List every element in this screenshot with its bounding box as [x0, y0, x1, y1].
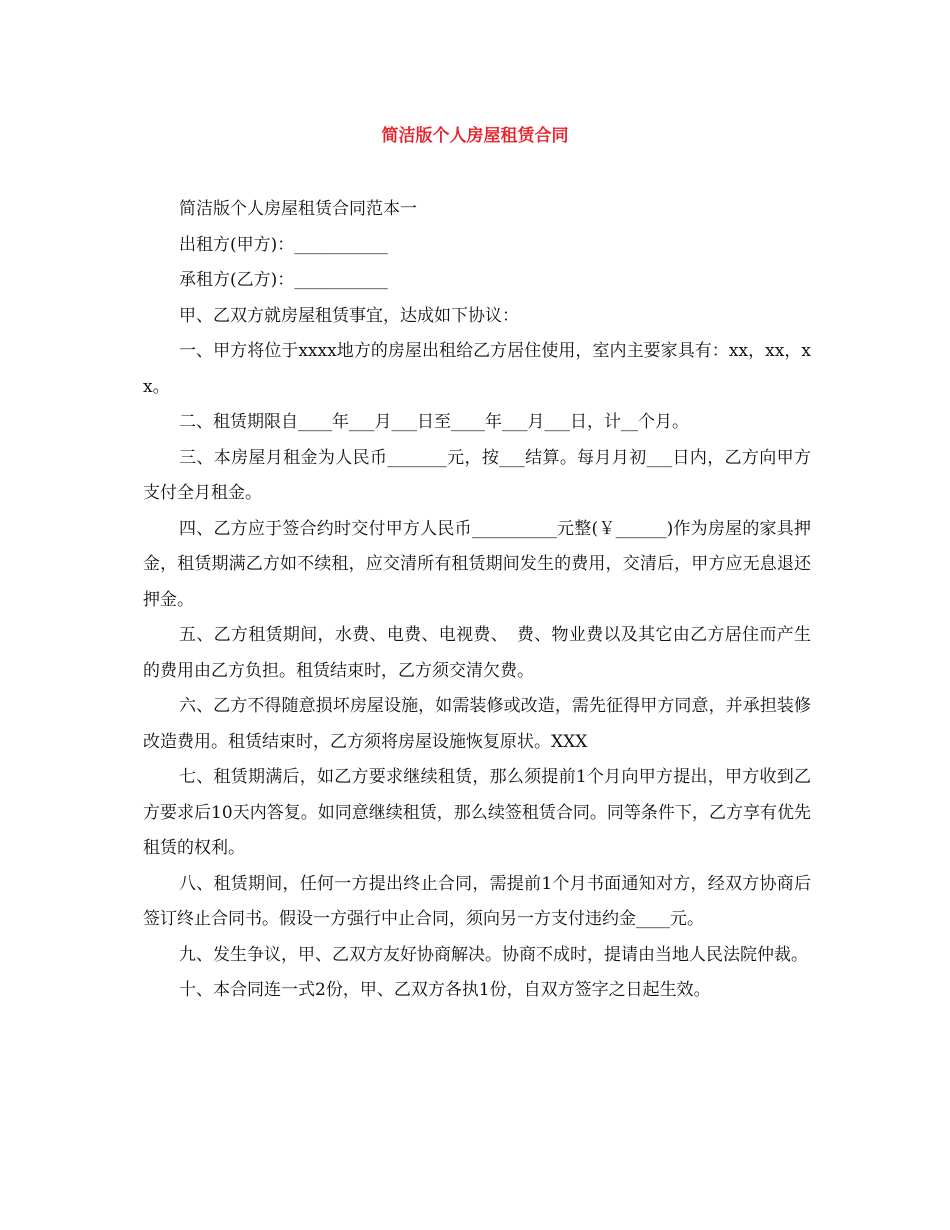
clause-4: 四、乙方应于签合约时交付甲方人民币__________元整(￥______)作为房屋的家具押金，租赁期满乙方如不续租，应交清所有租赁期间发生的费用，交清后，甲方应无息退还押金。: [143, 518, 811, 610]
clause-9: 九、发生争议，甲、乙双方友好协商解决。协商不成时，提请由当地人民法院仲裁。: [179, 944, 808, 965]
clause-3: 三、本房屋月租金为人民币_______元，按___结算。每月月初___日内，乙方向甲方支付全月租金。: [143, 447, 811, 503]
clause-8: 八、租赁期间，任何一方提出终止合同，需提前1个月书面通知对方，经双方协商后签订终止合同书。假设一方强行中止合同，须向另一方支付违约金____元。: [143, 873, 811, 929]
clause-1: 一、甲方将位于xxxx地方的房屋出租给乙方居住使用，室内主要家具有：xx，xx，xx。: [143, 341, 811, 397]
lessor-paragraph: 出租方(甲方)：___________: [179, 234, 388, 255]
document-title: 简洁版个人房屋租赁合同: [381, 126, 569, 146]
subtitle-paragraph: 简洁版个人房屋租赁合同范本一: [179, 199, 417, 219]
clause-5: 五、乙方租赁期间，水费、电费、电视费、 费、物业费以及其它由乙方居住而产生的费用由乙方负担。租赁结束时，乙方须交清欠费。: [143, 625, 811, 681]
clause-10: 十、本合同连一式2份，甲、乙双方各执1份，自双方签字之日起生效。: [179, 980, 711, 1000]
clause-6: 六、乙方不得随意损坏房屋设施，如需装修或改造，需先征得甲方同意，并承担装修改造费用。租赁结束时，乙方须将房屋设施恢复原状。XXX: [143, 696, 811, 752]
clause-2: 二、租赁期限自____年___月___日至____年___月___日，计__个月。: [179, 412, 689, 432]
agreement-intro-paragraph: 甲、乙双方就房屋租赁事宜，达成如下协议：: [179, 305, 519, 326]
clause-7: 七、租赁期满后，如乙方要求继续租赁，那么须提前1个月向甲方提出，甲方收到乙方要求后10天内答复。如同意继续租赁，那么续签租赁合同。同等条件下，乙方享有优先租赁的权利。: [143, 767, 811, 858]
lessee-paragraph: 承租方(乙方)：___________: [179, 270, 388, 290]
document-body: [143, 192, 811, 1009]
